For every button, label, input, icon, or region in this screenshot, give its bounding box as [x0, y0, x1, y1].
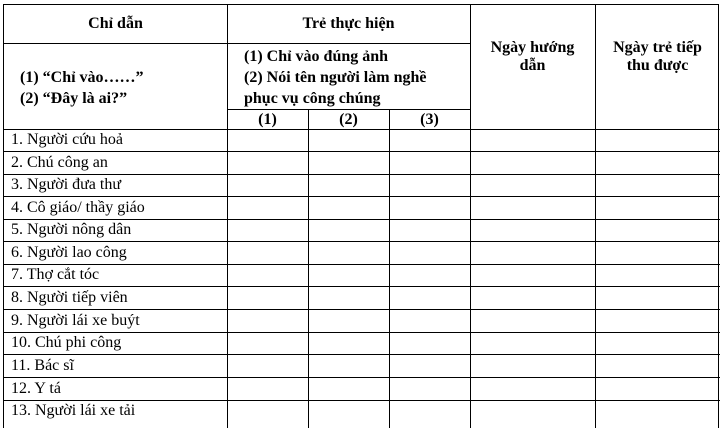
child-instruction-2: (2) Nói tên người làm nghề	[244, 69, 427, 86]
row-line	[4, 377, 720, 378]
row-label: 11. Bác sĩ	[11, 357, 74, 374]
child-instruction-3: phục vụ công chúng	[244, 90, 381, 107]
header-child-performs: Trẻ thực hiện	[302, 15, 395, 32]
sub-col-header-2: (2)	[339, 111, 358, 128]
skill-tracking-table	[3, 4, 719, 428]
row-label: 10. Chú phi công	[11, 334, 122, 351]
col-divider-guide	[227, 5, 228, 428]
sub-col-divider-2	[389, 109, 390, 428]
row-label: 3. Người đưa thư	[11, 176, 122, 193]
row-label: 5. Người nông dân	[11, 221, 132, 238]
guide-instruction-1: (1) “Chỉ vào……”	[20, 69, 144, 86]
child-instruction-1: (1) Chỉ vào đúng ảnh	[244, 48, 389, 65]
row-label: 1. Người cứu hoả	[11, 131, 124, 148]
sub-col-divider-1	[308, 109, 309, 428]
row-label: 13. Người lái xe tải	[11, 402, 136, 419]
header-date-receive-line-1: Ngày trẻ tiếp	[613, 39, 702, 56]
header-date-receive-line-2: thu được	[626, 57, 689, 74]
sub-col-header-3: (3)	[420, 111, 439, 128]
guide-instruction-2: (2) “Đây là ai?”	[20, 90, 128, 107]
row-label: 2. Chú công an	[11, 154, 108, 171]
row-line	[4, 309, 720, 310]
header-guide: Chỉ dẫn	[88, 15, 143, 32]
row-label: 7. Thợ cắt tóc	[11, 266, 100, 283]
row-line	[4, 264, 720, 265]
header-divider	[4, 43, 470, 44]
row-line	[4, 196, 720, 197]
row-label: 6. Người lao công	[11, 244, 127, 261]
row-line	[4, 354, 720, 355]
row-label: 12. Y tá	[11, 380, 61, 397]
row-line	[4, 241, 720, 242]
header-date-guide-line-1: Ngày hướng	[490, 39, 575, 56]
row-line	[4, 286, 720, 287]
row-line	[4, 151, 720, 152]
row-label: 8. Người tiếp viên	[11, 289, 128, 306]
sub-col-header-1: (1)	[258, 111, 277, 128]
row-label: 4. Cô giáo/ thầy giáo	[11, 199, 145, 216]
row-label: 9. Người lái xe buýt	[11, 312, 140, 329]
header-date-guide-line-2: dẫn	[519, 57, 546, 74]
